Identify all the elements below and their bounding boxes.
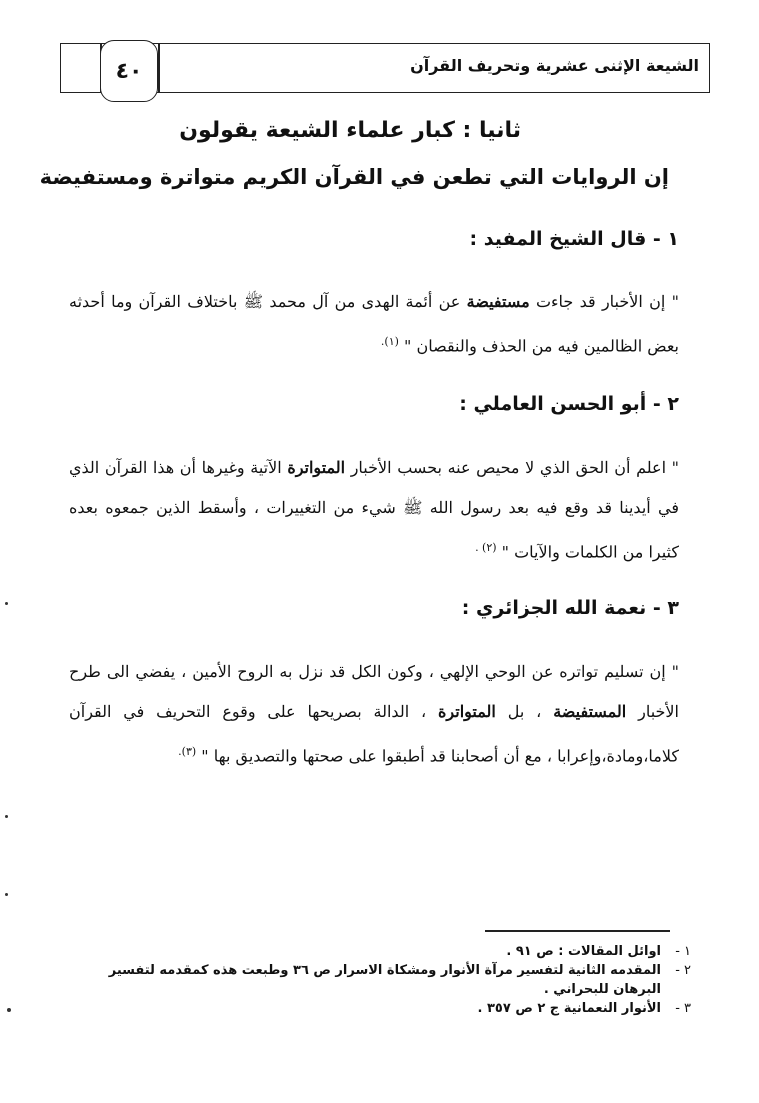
footnote-text: اوائل المقالات : ص ٩١ . bbox=[506, 944, 661, 959]
quote-text: ، الدالة بصريحها على وقوع التحريف في القرآن كلاما،ومادة،وإعرابا ، مع أن أصحابنا قد أطبقوا على صحتها والتصديق بها " bbox=[69, 702, 679, 766]
footnote-number: ٣ - bbox=[675, 1001, 691, 1016]
scan-speck bbox=[5, 602, 8, 605]
scan-speck bbox=[5, 893, 8, 896]
quote-text: عن أئمة الهدى من آل محمد ﷺ باختلاف القرآن وما أحدثه بعض الظالمين فيه من الحذف والنقصان " bbox=[69, 292, 679, 356]
footnote-text: الأنوار النعمانية ج ٢ ص ٣٥٧ . bbox=[477, 1001, 661, 1016]
footnote-number: ١ - bbox=[675, 944, 691, 959]
footnote-separator bbox=[485, 930, 670, 932]
footnote-item bbox=[71, 961, 691, 999]
quote-emphasis: المستفيضة bbox=[553, 702, 627, 721]
item-heading: ١ - قال الشيخ المفيد : bbox=[469, 228, 679, 250]
item-heading: ٣ - نعمة الله الجزائري : bbox=[461, 597, 679, 619]
quote-text: " إن الأخبار قد جاءت bbox=[529, 292, 679, 311]
quote-paragraph bbox=[69, 282, 679, 366]
page-number: ٤٠ bbox=[100, 40, 158, 102]
quote-text: ، بل bbox=[495, 702, 554, 721]
quote-text: " اعلم أن الحق الذي لا محيص عنه بحسب الأخبار bbox=[345, 458, 679, 477]
quote-text: " إن تسليم تواتره عن الوحي الإلهي ، وكون الكل قد نزل به الروح الأمين ، يفضي الى طرح الأخبار bbox=[69, 662, 679, 721]
section-heading: ثانيا : كبار علماء الشيعة يقولون bbox=[179, 118, 521, 143]
footnote-ref: (٣). bbox=[178, 745, 197, 758]
footnote-item bbox=[71, 999, 691, 1018]
quote-paragraph bbox=[69, 652, 679, 776]
quote-emphasis: مستفيضة bbox=[466, 292, 530, 311]
footnote-number: ٢ - bbox=[675, 963, 691, 978]
header-divider bbox=[158, 43, 160, 93]
footnote-ref: (١). bbox=[380, 335, 399, 348]
scan-speck bbox=[7, 1008, 11, 1012]
running-header-title: الشيعة الإثنى عشرية وتحريف القرآن bbox=[410, 56, 699, 75]
quote-emphasis: المتواترة bbox=[438, 702, 496, 721]
scan-speck bbox=[5, 815, 8, 818]
item-heading: ٢ - أبو الحسن العاملي : bbox=[459, 393, 679, 415]
footnotes bbox=[71, 942, 691, 1018]
footnote-item bbox=[71, 942, 691, 961]
quote-text: الآتية وغيرها أن هذا القرآن الذي في أيدينا قد وقع فيه بعد رسول الله ﷺ شيء من التغييرات ، وأسقط الذين جمعوه بعده كثيرا من الكلمات والآيات " bbox=[69, 458, 679, 562]
quote-emphasis: المتواترة bbox=[287, 458, 346, 477]
footnote-text: المقدمه الثانية لتفسير مرآة الأنوار ومشكاة الاسرار ص ٣٦ وطبعت هذه كمقدمه لتفسير البرهان للبحراني . bbox=[108, 963, 661, 997]
quote-paragraph bbox=[69, 448, 679, 572]
footnote-ref: (٢) . bbox=[475, 541, 497, 554]
section-subheading: إن الروايات التي تطعن في القرآن الكريم متواترة ومستفيضة bbox=[39, 165, 669, 189]
